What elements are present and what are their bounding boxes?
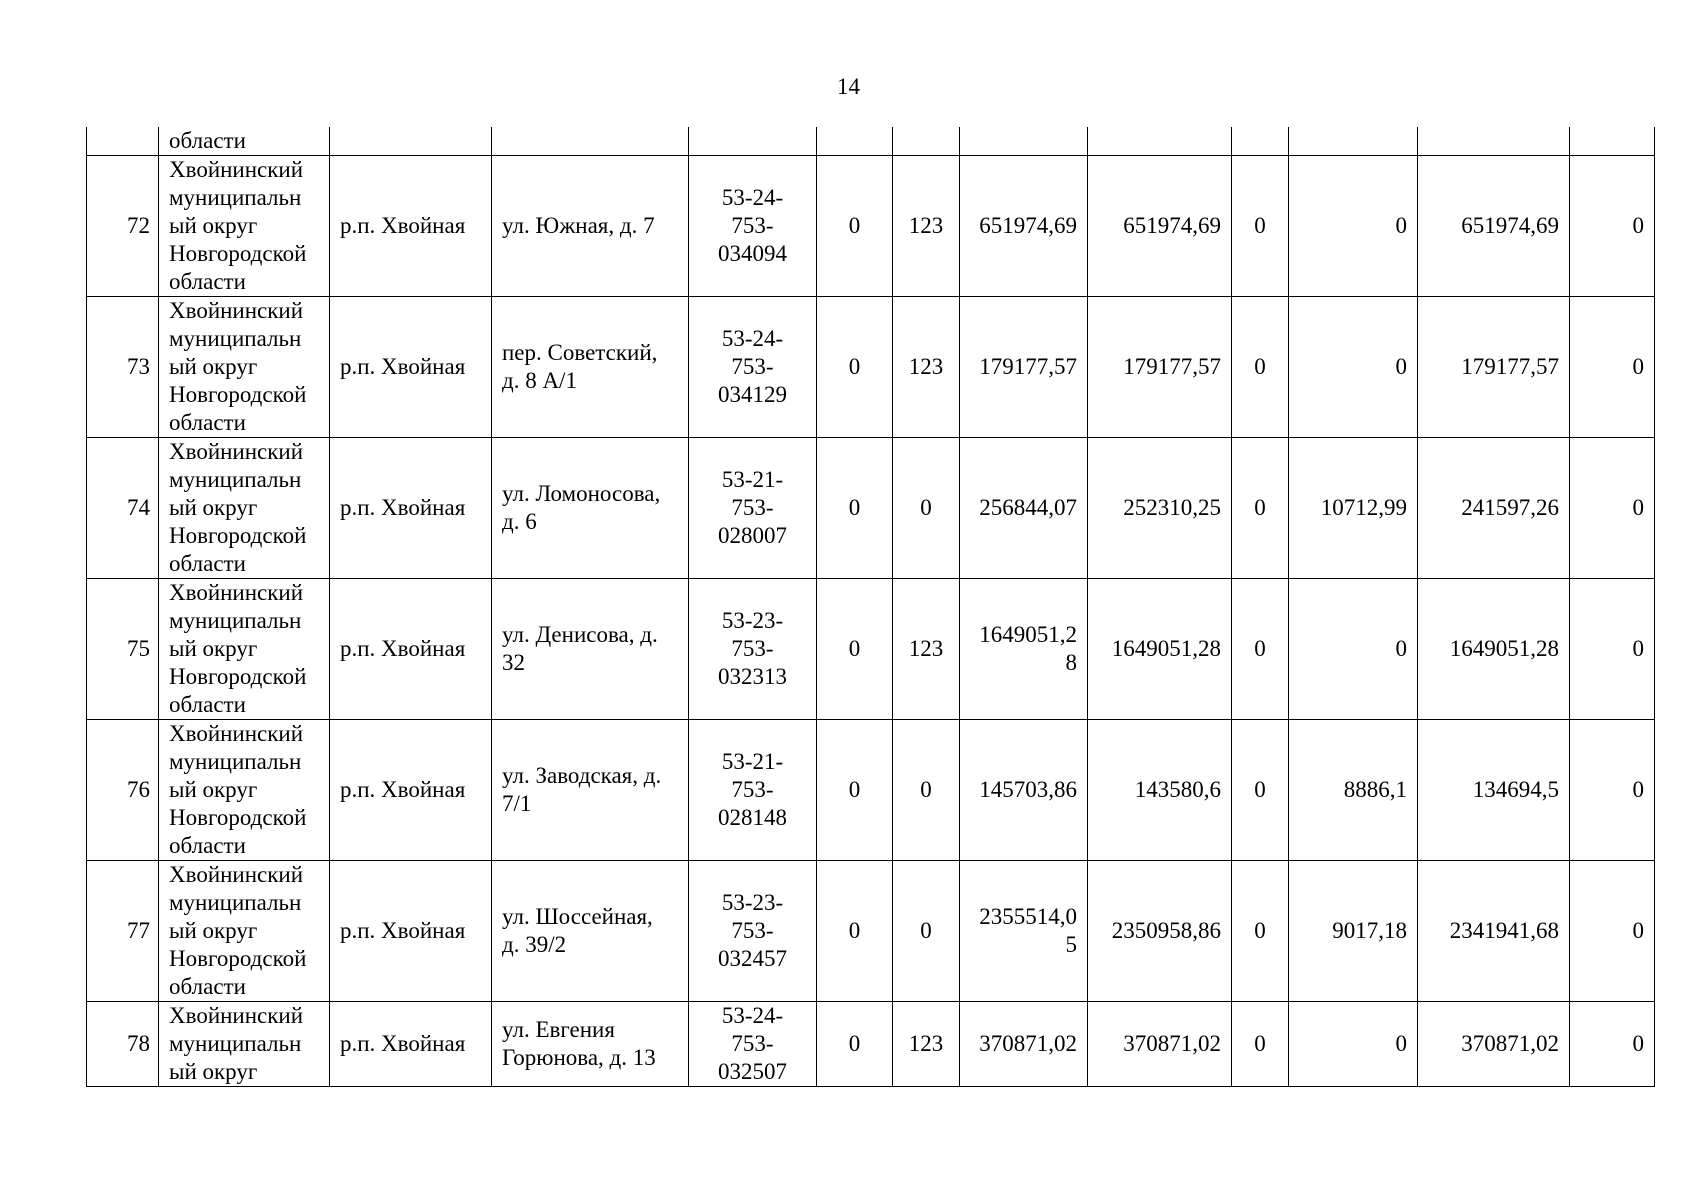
cell-c11: 651974,69 [1418, 156, 1570, 297]
cell-no: 75 [87, 579, 159, 720]
cell-c8: 1649051,28 [1088, 579, 1232, 720]
cell-settlement: р.п. Хвойная [330, 861, 492, 1002]
cell-c10: 0 [1289, 579, 1418, 720]
cell-settlement: р.п. Хвойная [330, 1002, 492, 1087]
cell-c8: 252310,25 [1088, 438, 1232, 579]
cell-c8: 143580,6 [1088, 720, 1232, 861]
table-row [87, 1002, 1655, 1087]
cell-c10: 0 [1289, 1002, 1418, 1087]
cell-c6: 123 [893, 1002, 960, 1087]
table-row [87, 579, 1655, 720]
cell-c8: 179177,57 [1088, 297, 1232, 438]
cell-c10: 9017,18 [1289, 861, 1418, 1002]
cell-c10: 10712,99 [1289, 438, 1418, 579]
cell-c9: 0 [1232, 861, 1289, 1002]
cell-no: 73 [87, 297, 159, 438]
cell-c5: 0 [817, 297, 893, 438]
cell-c10: 0 [1289, 156, 1418, 297]
cell-settlement: р.п. Хвойная [330, 438, 492, 579]
cell-c5: 0 [817, 861, 893, 1002]
cell-c5: 0 [817, 438, 893, 579]
table-row-partial [87, 127, 1655, 156]
cell-settlement: р.п. Хвойная [330, 720, 492, 861]
cell-no [87, 127, 159, 156]
cell-code: 53-24- 753- 034094 [689, 156, 817, 297]
cell-c11 [1418, 127, 1570, 156]
cell-c6 [893, 127, 960, 156]
cell-c9: 0 [1232, 297, 1289, 438]
cell-c5: 0 [817, 579, 893, 720]
cell-c6: 0 [893, 861, 960, 1002]
cell-c11: 134694,5 [1418, 720, 1570, 861]
cell-c9: 0 [1232, 156, 1289, 297]
cell-c12: 0 [1570, 1002, 1655, 1087]
cell-district: Хвойнинский муниципальн ый округ Новгородской области [159, 720, 330, 861]
cell-c9: 0 [1232, 720, 1289, 861]
cell-c6: 123 [893, 297, 960, 438]
cell-c7: 1649051,2 8 [960, 579, 1088, 720]
cell-address: ул. Шоссейная, д. 39/2 [492, 861, 689, 1002]
cell-c12: 0 [1570, 156, 1655, 297]
cell-c5: 0 [817, 720, 893, 861]
cell-c12: 0 [1570, 579, 1655, 720]
cell-code: 53-23- 753- 032457 [689, 861, 817, 1002]
cell-district: Хвойнинский муниципальн ый округ Новгородской области [159, 438, 330, 579]
cell-c7: 651974,69 [960, 156, 1088, 297]
cell-c7: 179177,57 [960, 297, 1088, 438]
cell-c10: 0 [1289, 297, 1418, 438]
cell-c5: 0 [817, 156, 893, 297]
cell-c7 [960, 127, 1088, 156]
cell-c5 [817, 127, 893, 156]
table-row [87, 156, 1655, 297]
cell-c12: 0 [1570, 720, 1655, 861]
cell-c9: 0 [1232, 579, 1289, 720]
cell-code: 53-21- 753- 028007 [689, 438, 817, 579]
cell-address: ул. Евгения Горюнова, д. 13 [492, 1002, 689, 1087]
cell-c7: 370871,02 [960, 1002, 1088, 1087]
cell-address: ул. Южная, д. 7 [492, 156, 689, 297]
cell-c12: 0 [1570, 861, 1655, 1002]
cell-c9: 0 [1232, 438, 1289, 579]
cell-address: ул. Ломоносова, д. 6 [492, 438, 689, 579]
cell-district: Хвойнинский муниципальн ый округ Новгородской области [159, 156, 330, 297]
cell-c11: 2341941,68 [1418, 861, 1570, 1002]
cell-no: 76 [87, 720, 159, 861]
table-row [87, 720, 1655, 861]
cell-c8: 651974,69 [1088, 156, 1232, 297]
cell-c9 [1232, 127, 1289, 156]
cell-c9: 0 [1232, 1002, 1289, 1087]
cell-code: 53-24- 753- 032507 [689, 1002, 817, 1087]
table-row [87, 438, 1655, 579]
cell-address: ул. Денисова, д. 32 [492, 579, 689, 720]
cell-c7: 2355514,0 5 [960, 861, 1088, 1002]
cell-c8: 370871,02 [1088, 1002, 1232, 1087]
cell-c11: 370871,02 [1418, 1002, 1570, 1087]
cell-c7: 145703,86 [960, 720, 1088, 861]
cell-c6: 0 [893, 720, 960, 861]
cell-settlement: р.п. Хвойная [330, 579, 492, 720]
cell-c11: 179177,57 [1418, 297, 1570, 438]
cell-c12: 0 [1570, 438, 1655, 579]
cell-no: 78 [87, 1002, 159, 1087]
cell-settlement: р.п. Хвойная [330, 297, 492, 438]
cell-c12: 0 [1570, 297, 1655, 438]
cell-district: Хвойнинский муниципальн ый округ Новгородской области [159, 861, 330, 1002]
cell-district: Хвойнинский муниципальн ый округ [159, 1002, 330, 1087]
cell-code: 53-23- 753- 032313 [689, 579, 817, 720]
cell-c6: 0 [893, 438, 960, 579]
cell-c8: 2350958,86 [1088, 861, 1232, 1002]
cell-c10: 8886,1 [1289, 720, 1418, 861]
cell-settlement [330, 127, 492, 156]
table-row [87, 861, 1655, 1002]
cell-c11: 241597,26 [1418, 438, 1570, 579]
cell-c6: 123 [893, 579, 960, 720]
data-table [86, 127, 1655, 1087]
cell-address: ул. Заводская, д. 7/1 [492, 720, 689, 861]
cell-c11: 1649051,28 [1418, 579, 1570, 720]
cell-c10 [1289, 127, 1418, 156]
cell-no: 74 [87, 438, 159, 579]
table-body [87, 127, 1655, 1087]
cell-district: Хвойнинский муниципальн ый округ Новгородской области [159, 297, 330, 438]
table-row [87, 297, 1655, 438]
page-number: 14 [837, 74, 860, 99]
cell-no: 77 [87, 861, 159, 1002]
cell-district: области [159, 127, 330, 156]
cell-code: 53-24- 753- 034129 [689, 297, 817, 438]
cell-c12 [1570, 127, 1655, 156]
cell-c6: 123 [893, 156, 960, 297]
cell-district: Хвойнинский муниципальн ый округ Новгородской области [159, 579, 330, 720]
cell-address [492, 127, 689, 156]
cell-settlement: р.п. Хвойная [330, 156, 492, 297]
cell-code [689, 127, 817, 156]
cell-no: 72 [87, 156, 159, 297]
cell-code: 53-21- 753- 028148 [689, 720, 817, 861]
cell-c5: 0 [817, 1002, 893, 1087]
cell-c7: 256844,07 [960, 438, 1088, 579]
cell-c8 [1088, 127, 1232, 156]
cell-address: пер. Советский, д. 8 А/1 [492, 297, 689, 438]
